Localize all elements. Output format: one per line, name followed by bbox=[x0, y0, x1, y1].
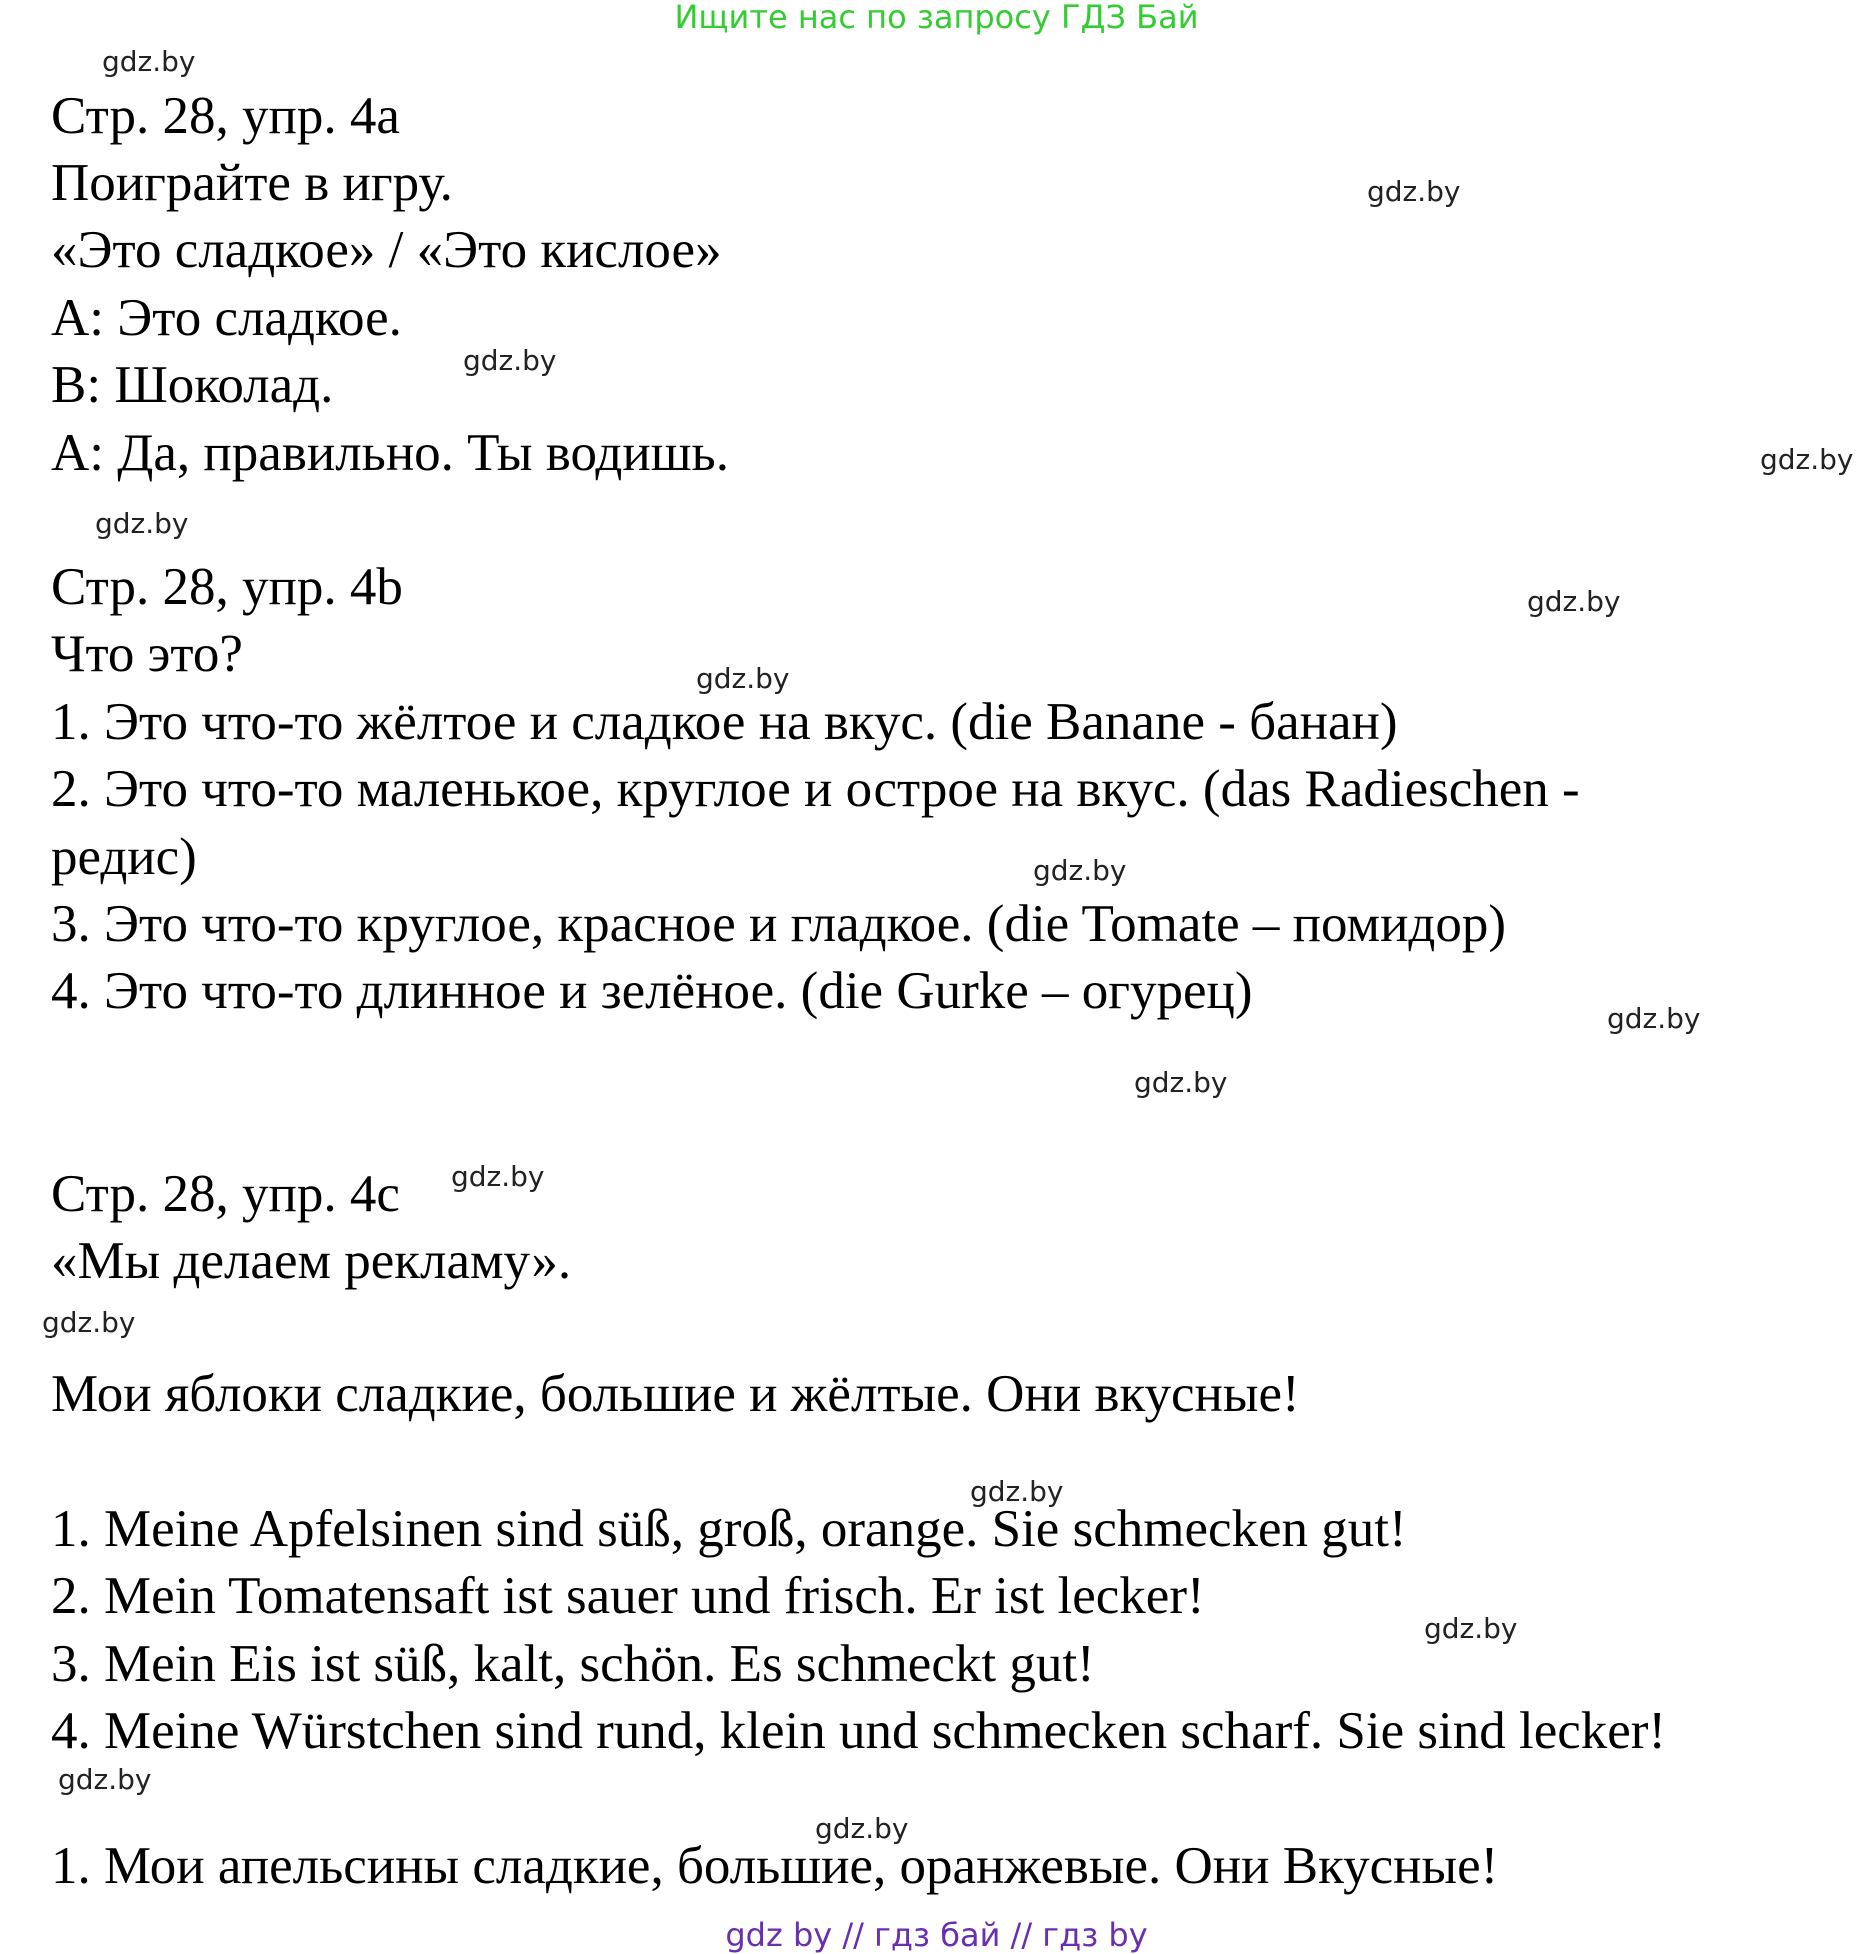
watermark: gdz.by bbox=[970, 1475, 1064, 1508]
watermark: gdz.by bbox=[1033, 854, 1127, 887]
list-item: 4. Meine Würstchen sind rund, klein und schmecken scharf. Sie sind lecker! bbox=[51, 1702, 1667, 1760]
search-banner[interactable]: Ищите нас по запросу ГДЗ Бай bbox=[674, 0, 1199, 36]
watermark: gdz.by bbox=[1607, 1002, 1701, 1035]
task-text: Поиграйте в игру. bbox=[51, 154, 453, 212]
list-item: 2. Mein Tomatensaft ist sauer und frisch. Er ist lecker! bbox=[51, 1567, 1205, 1625]
watermark: gdz.by bbox=[1760, 443, 1854, 476]
task-text: «Мы делаем рекламу». bbox=[51, 1232, 572, 1290]
watermark: gdz.by bbox=[1367, 175, 1461, 208]
watermark: gdz.by bbox=[696, 662, 790, 695]
list-item: 3. Mein Eis ist süß, kalt, schön. Es schmeckt gut! bbox=[51, 1635, 1095, 1693]
exercise-heading-4b: Стр. 28, упр. 4b bbox=[51, 558, 403, 616]
exercise-heading-4a: Стр. 28, упр. 4a bbox=[51, 87, 400, 145]
dialogue-line: B: Шоколад. bbox=[51, 356, 334, 414]
watermark: gdz.by bbox=[463, 344, 557, 377]
watermark: gdz.by bbox=[451, 1160, 545, 1193]
list-item: 4. Это что-то длинное и зелёное. (die Gurke – огурец) bbox=[51, 962, 1253, 1020]
dialogue-line: A: Это сладкое. bbox=[51, 289, 402, 347]
watermark: gdz.by bbox=[1527, 585, 1621, 618]
list-item: 1. Meine Apfelsinen sind süß, groß, orange. Sie schmecken gut! bbox=[51, 1500, 1407, 1558]
task-text: «Это сладкое» / «Это кислое» bbox=[51, 221, 722, 279]
watermark: gdz.by bbox=[58, 1763, 152, 1796]
watermark: gdz.by bbox=[1134, 1066, 1228, 1099]
footer-links[interactable]: gdz by // гдз бай // гдз by bbox=[725, 1916, 1148, 1954]
task-text: Что это? bbox=[51, 625, 243, 683]
list-item: 3. Это что-то круглое, красное и гладкое. (die Tomate – помидор) bbox=[51, 895, 1507, 953]
watermark: gdz.by bbox=[42, 1306, 136, 1339]
list-item: 2. Это что-то маленькое, круглое и острое на вкус. (das Radieschen - bbox=[51, 760, 1580, 818]
list-item: 1. Это что-то жёлтое и сладкое на вкус. (die Banane - банан) bbox=[51, 693, 1398, 751]
example-text: Мои яблоки сладкие, большие и жёлтые. Они вкусные! bbox=[51, 1365, 1300, 1423]
watermark: gdz.by bbox=[1424, 1612, 1518, 1645]
list-item: 1. Мои апельсины сладкие, большие, оранжевые. Они Вкусные! bbox=[51, 1837, 1499, 1895]
watermark: gdz.by bbox=[95, 507, 189, 540]
watermark: gdz.by bbox=[815, 1812, 909, 1845]
watermark: gdz.by bbox=[102, 45, 196, 78]
list-item: редис) bbox=[51, 828, 197, 886]
dialogue-line: A: Да, правильно. Ты водишь. bbox=[51, 424, 729, 482]
exercise-heading-4c: Стр. 28, упр. 4c bbox=[51, 1165, 400, 1223]
